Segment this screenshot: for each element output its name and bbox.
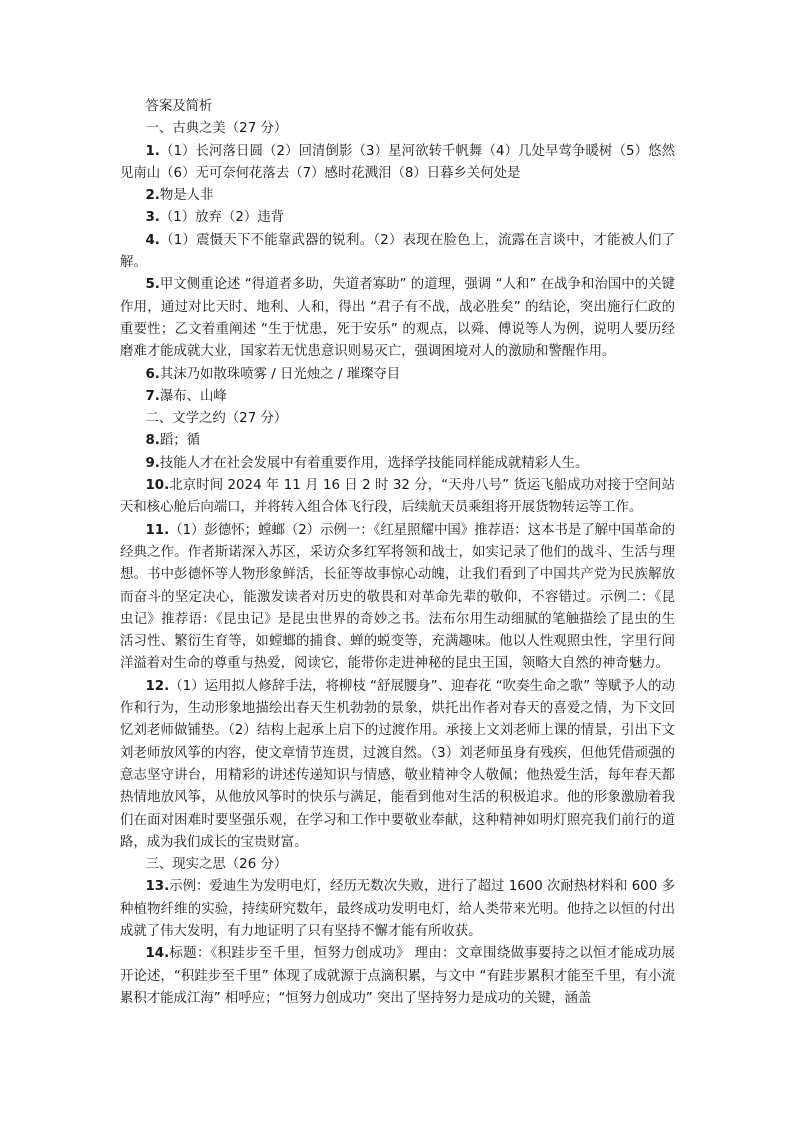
question-number: 14. [145,946,170,962]
question-number: 7. [145,388,160,404]
question-number: 4. [145,232,160,248]
question-number: 13. [145,879,170,895]
answer-text: 甲文侧重论述 “得道者多助，失道者寡助” 的道理，强调 “人和” 在战争和治国中的关键作用，通过对比天时、地利、人和，得出 “君子有不战，战必胜矣” 的结论，突出施行仁政的重要性；乙文着重阐述 “生于忧患，死于安乐” 的观点，以舜、傅说等人为例，说明人要历经磨难才能成就大业，国家若无忧患意识则易灭亡，强调困境对人的激励和警醒作用。 [120,277,675,360]
answer-document [120,96,675,1010]
question-number: 2. [145,188,160,204]
question-number: 11. [145,522,170,538]
answer-text: （1）放弃（2）违背 [159,210,285,226]
answer-6 [120,364,675,386]
answer-8 [120,430,675,452]
document-title: 答案及简析 [145,99,213,114]
section-heading-1: 一、古典之美（27 分） [145,121,288,137]
question-number: 5. [145,277,160,293]
answer-text: 北京时间 2024 年 11 月 16 日 2 时 32 分，“天舟八号” 货运飞船成功对接于空间站天和核心舱后向端口，并将转入组合体飞行段，后续航天员乘组将开展货物转运等工作。 [120,478,675,516]
question-number: 1. [145,143,160,159]
answer-text: 示例：爱迪生为发明电灯，经历无数次失败，进行了超过 1600 次耐热材料和 600 多种植物纤维的实验，持续研究数年，最终成功发明电灯，给人类带来光明。他持之以恒的付出成就了伟大发明，有力地证明了只有坚持不懈才能有所收获。 [120,879,675,939]
answer-text: （1）运用拟人修辞手法，将柳枝 “舒展腰身”、迎春花 “吹奏生命之歌” 等赋予人的动作和行为，生动形象地描绘出春天生机勃勃的景象，烘托出作者对春天的喜爱之情，为下文回忆刘老师做铺垫。（2）结构上起承上启下的过渡作用。承接上文刘老师上课的情景，引出下文刘老师放风筝的内容，使文章情节连贯，过渡自然。（3）刘老师虽身有残疾，但他凭借顽强的意志坚守讲台，用精彩的讲述传递知识与情感，敬业精神令人敬佩；他热爱生活，每年春天都热情地放风筝，从他放风筝时的快乐与满足，能看到他对生活的积极追求。他的形象激励着我们在面对困难时要坚强乐观，在学习和工作中要敬业奉献，这种精神如明灯照亮我们前行的道路，成为我们成长的宝贵财富。 [120,678,675,850]
question-number: 6. [145,366,160,382]
answer-9 [120,453,675,475]
answer-text: 物是人非 [159,188,214,204]
answer-7 [120,386,675,408]
answer-12 [120,676,675,854]
answer-5 [120,274,675,363]
answer-text: （1）彭德怀；螳螂（2）示例一：《红星照耀中国》推荐语：这本书是了解中国革命的经典之作。作者斯诺深入苏区，采访众多红军将领和战士，如实记录了他们的战斗、生活与理想。书中彭德怀等人物形象鲜活，长征等故事惊心动魄，让我们看到了中国共产党为民族解放而奋斗的坚定决心，能激发读者对历史的敬畏和对革命先辈的敬仰，不容错过。示例二：《昆虫记》推荐语：《昆虫记》是昆虫世界的奇妙之书。法布尔用生动细腻的笔触描绘了昆虫的生活习性、繁衍生育等，如螳螂的捕食、蝉的蜕变等，充满趣味。他以人性观照虫性，字里行间洋溢着对生命的尊重与热爱，阅读它，能带你走进神秘的昆虫王国，领略大自然的神奇魅力。 [120,522,675,672]
answer-text: （1）长河落日圆（2）回清倒影（3）星河欲转千帆舞（4）几处早莺争暖树（5）悠然见南山（6）无可奈何花落去（7）感时花溅泪（8）日暮乡关何处是 [120,143,675,181]
section-heading-2: 二、文学之约（27 分） [145,411,288,427]
answer-text: 瀑布、山峰 [159,388,227,404]
question-number: 8. [145,433,160,449]
section-heading-3: 三、现实之思（26 分） [145,857,288,873]
answer-14 [120,943,675,1010]
answer-4 [120,230,675,275]
answer-10 [120,475,675,520]
answer-13 [120,876,675,943]
answer-3 [120,207,675,229]
answer-text: 技能人才在社会发展中有着重要作用，选择学技能同样能成就精彩人生。 [159,455,589,471]
answer-11 [120,520,675,676]
answer-text: （1）震慑天下不能靠武器的锐利。（2）表现在脸色上，流露在言谈中，才能被人们了解。 [120,232,675,271]
question-number: 3. [145,210,160,226]
question-number: 10. [145,478,170,494]
question-number: 9. [145,455,160,471]
question-number: 12. [145,678,170,694]
answer-text: 标题：《积跬步至千里，恒努力创成功》 理由：文章围绕做事要持之以恒才能成功展开论述，“积跬步至千里” 体现了成就源于点滴积累，与文中 “有跬步累积才能至千里，有小流累积才能成江海” 相呼应；“恒努力创成功” 突出了坚持努力是成功的关键，涵盖 [120,946,675,1006]
answer-2 [120,185,675,207]
answer-text: 蹈；循 [159,433,201,449]
answer-text: 其沫乃如散珠喷雾 / 日光烛之 / 璀璨夺目 [159,366,401,382]
answer-1 [120,141,675,186]
